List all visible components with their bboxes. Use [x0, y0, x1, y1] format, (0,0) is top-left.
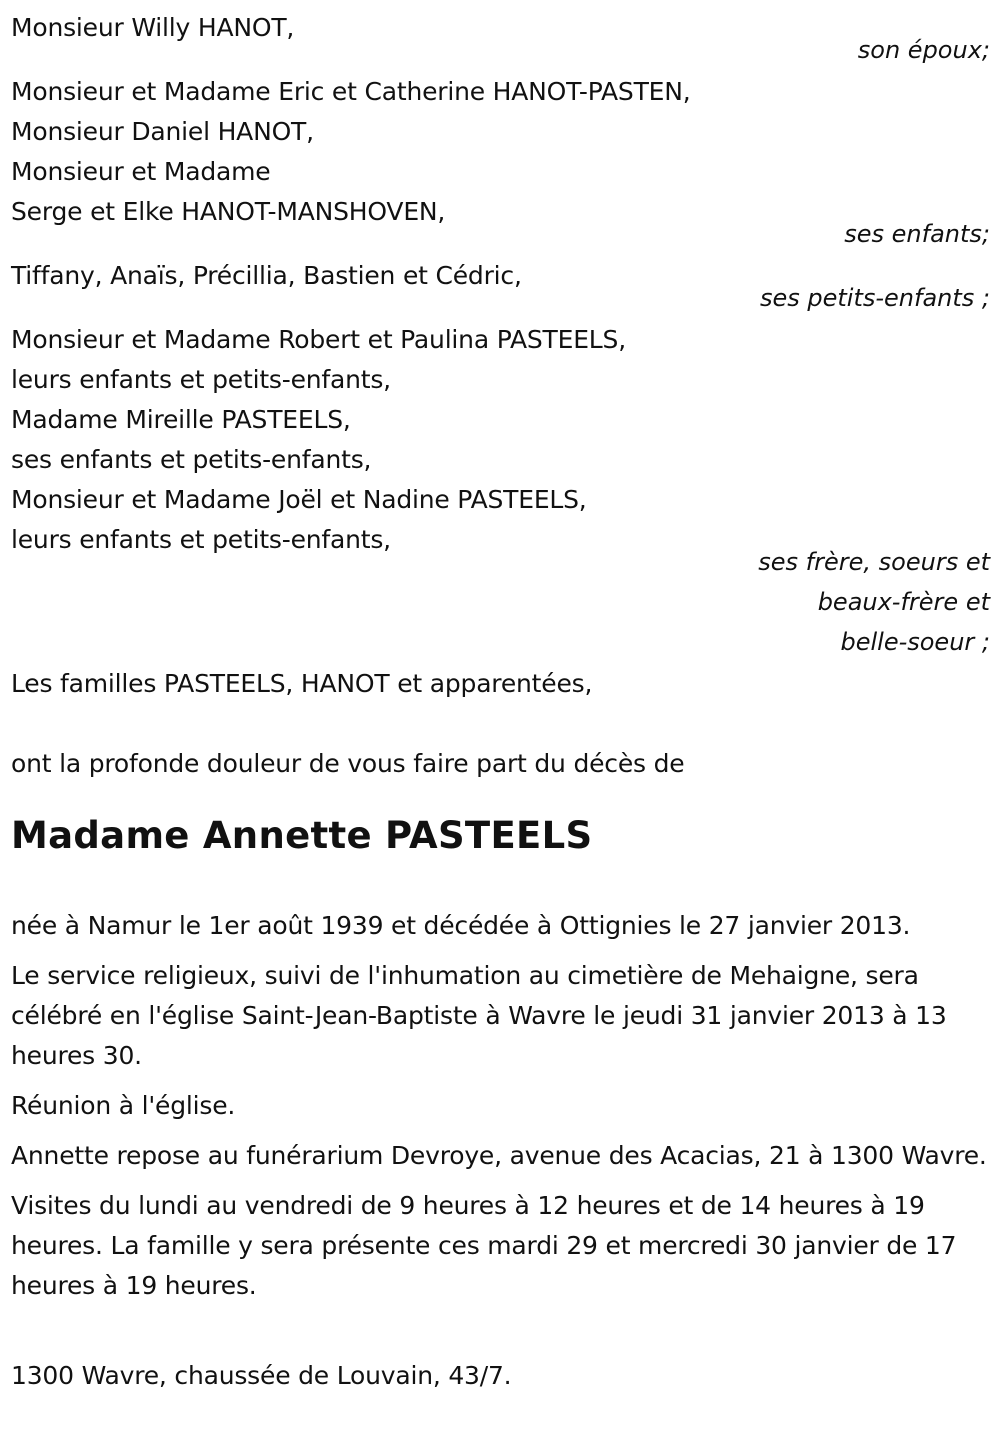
spouse-role: son époux;: [857, 36, 990, 64]
sibling-line: Monsieur et Madame Joël et Nadine PASTEELS,: [11, 485, 587, 514]
announcement-line: ont la profonde douleur de vous faire part du décès de: [11, 749, 685, 778]
sibling-line: leurs enfants et petits-enfants,: [11, 365, 391, 394]
families-line: Les familles PASTEELS, HANOT et apparentées,: [11, 669, 593, 698]
spouse-section: [11, 8, 990, 70]
reunion-text: Réunion à l'église.: [11, 1091, 236, 1120]
siblings-role-line: beaux-frère et: [817, 588, 990, 616]
siblings-role-line: belle-soeur ;: [840, 628, 990, 656]
spacer: [11, 704, 990, 744]
birth-death-text: née à Namur le 1er août 1939 et décédée à Ottignies le 27 janvier 2013.: [11, 911, 911, 940]
sibling-line: leurs enfants et petits-enfants,: [11, 525, 391, 554]
child-line: Monsieur et Madame: [11, 157, 271, 186]
sibling-line: ses enfants et petits-enfants,: [11, 445, 372, 474]
address-line: 1300 Wavre, chaussée de Louvain, 43/7.: [11, 1361, 512, 1390]
spacer: [11, 1316, 990, 1356]
sibling-line: Monsieur et Madame Robert et Paulina PASTEELS,: [11, 325, 626, 354]
spouse-name: Monsieur Willy HANOT,: [11, 13, 295, 42]
obituary-document: [11, 8, 990, 1396]
grandchildren-role: ses petits-enfants ;: [759, 284, 990, 312]
sibling-line: Madame Mireille PASTEELS,: [11, 405, 351, 434]
grandchildren-line: Tiffany, Anaïs, Précillia, Bastien et Cédric,: [11, 261, 522, 290]
siblings-section: [11, 320, 990, 662]
visits-text: Visites du lundi au vendredi de 9 heures à 12 heures et de 14 heures à 19 heures. La famille y sera présente ces mardi 29 et mercredi 30 janvier de 17 heures à 19 heures.: [11, 1191, 957, 1300]
funeral-home-text: Annette repose au funérarium Devroye, avenue des Acacias, 21 à 1300 Wavre.: [11, 1141, 987, 1170]
children-section: [11, 72, 990, 254]
children-role: ses enfants;: [844, 220, 990, 248]
service-text: Le service religieux, suivi de l'inhumation au cimetière de Mehaigne, sera célébré en l'église Saint-Jean-Baptiste à Wavre le jeudi 31 janvier 2013 à 13 heures 30.: [11, 961, 947, 1070]
child-line: Serge et Elke HANOT-MANSHOVEN,: [11, 197, 446, 226]
siblings-role-line: ses frère, soeurs et: [758, 548, 990, 576]
grandchildren-section: [11, 256, 990, 318]
child-line: Monsieur et Madame Eric et Catherine HANOT-PASTEN,: [11, 77, 691, 106]
child-line: Monsieur Daniel HANOT,: [11, 117, 314, 146]
deceased-name: Madame Annette PASTEELS: [11, 814, 593, 857]
